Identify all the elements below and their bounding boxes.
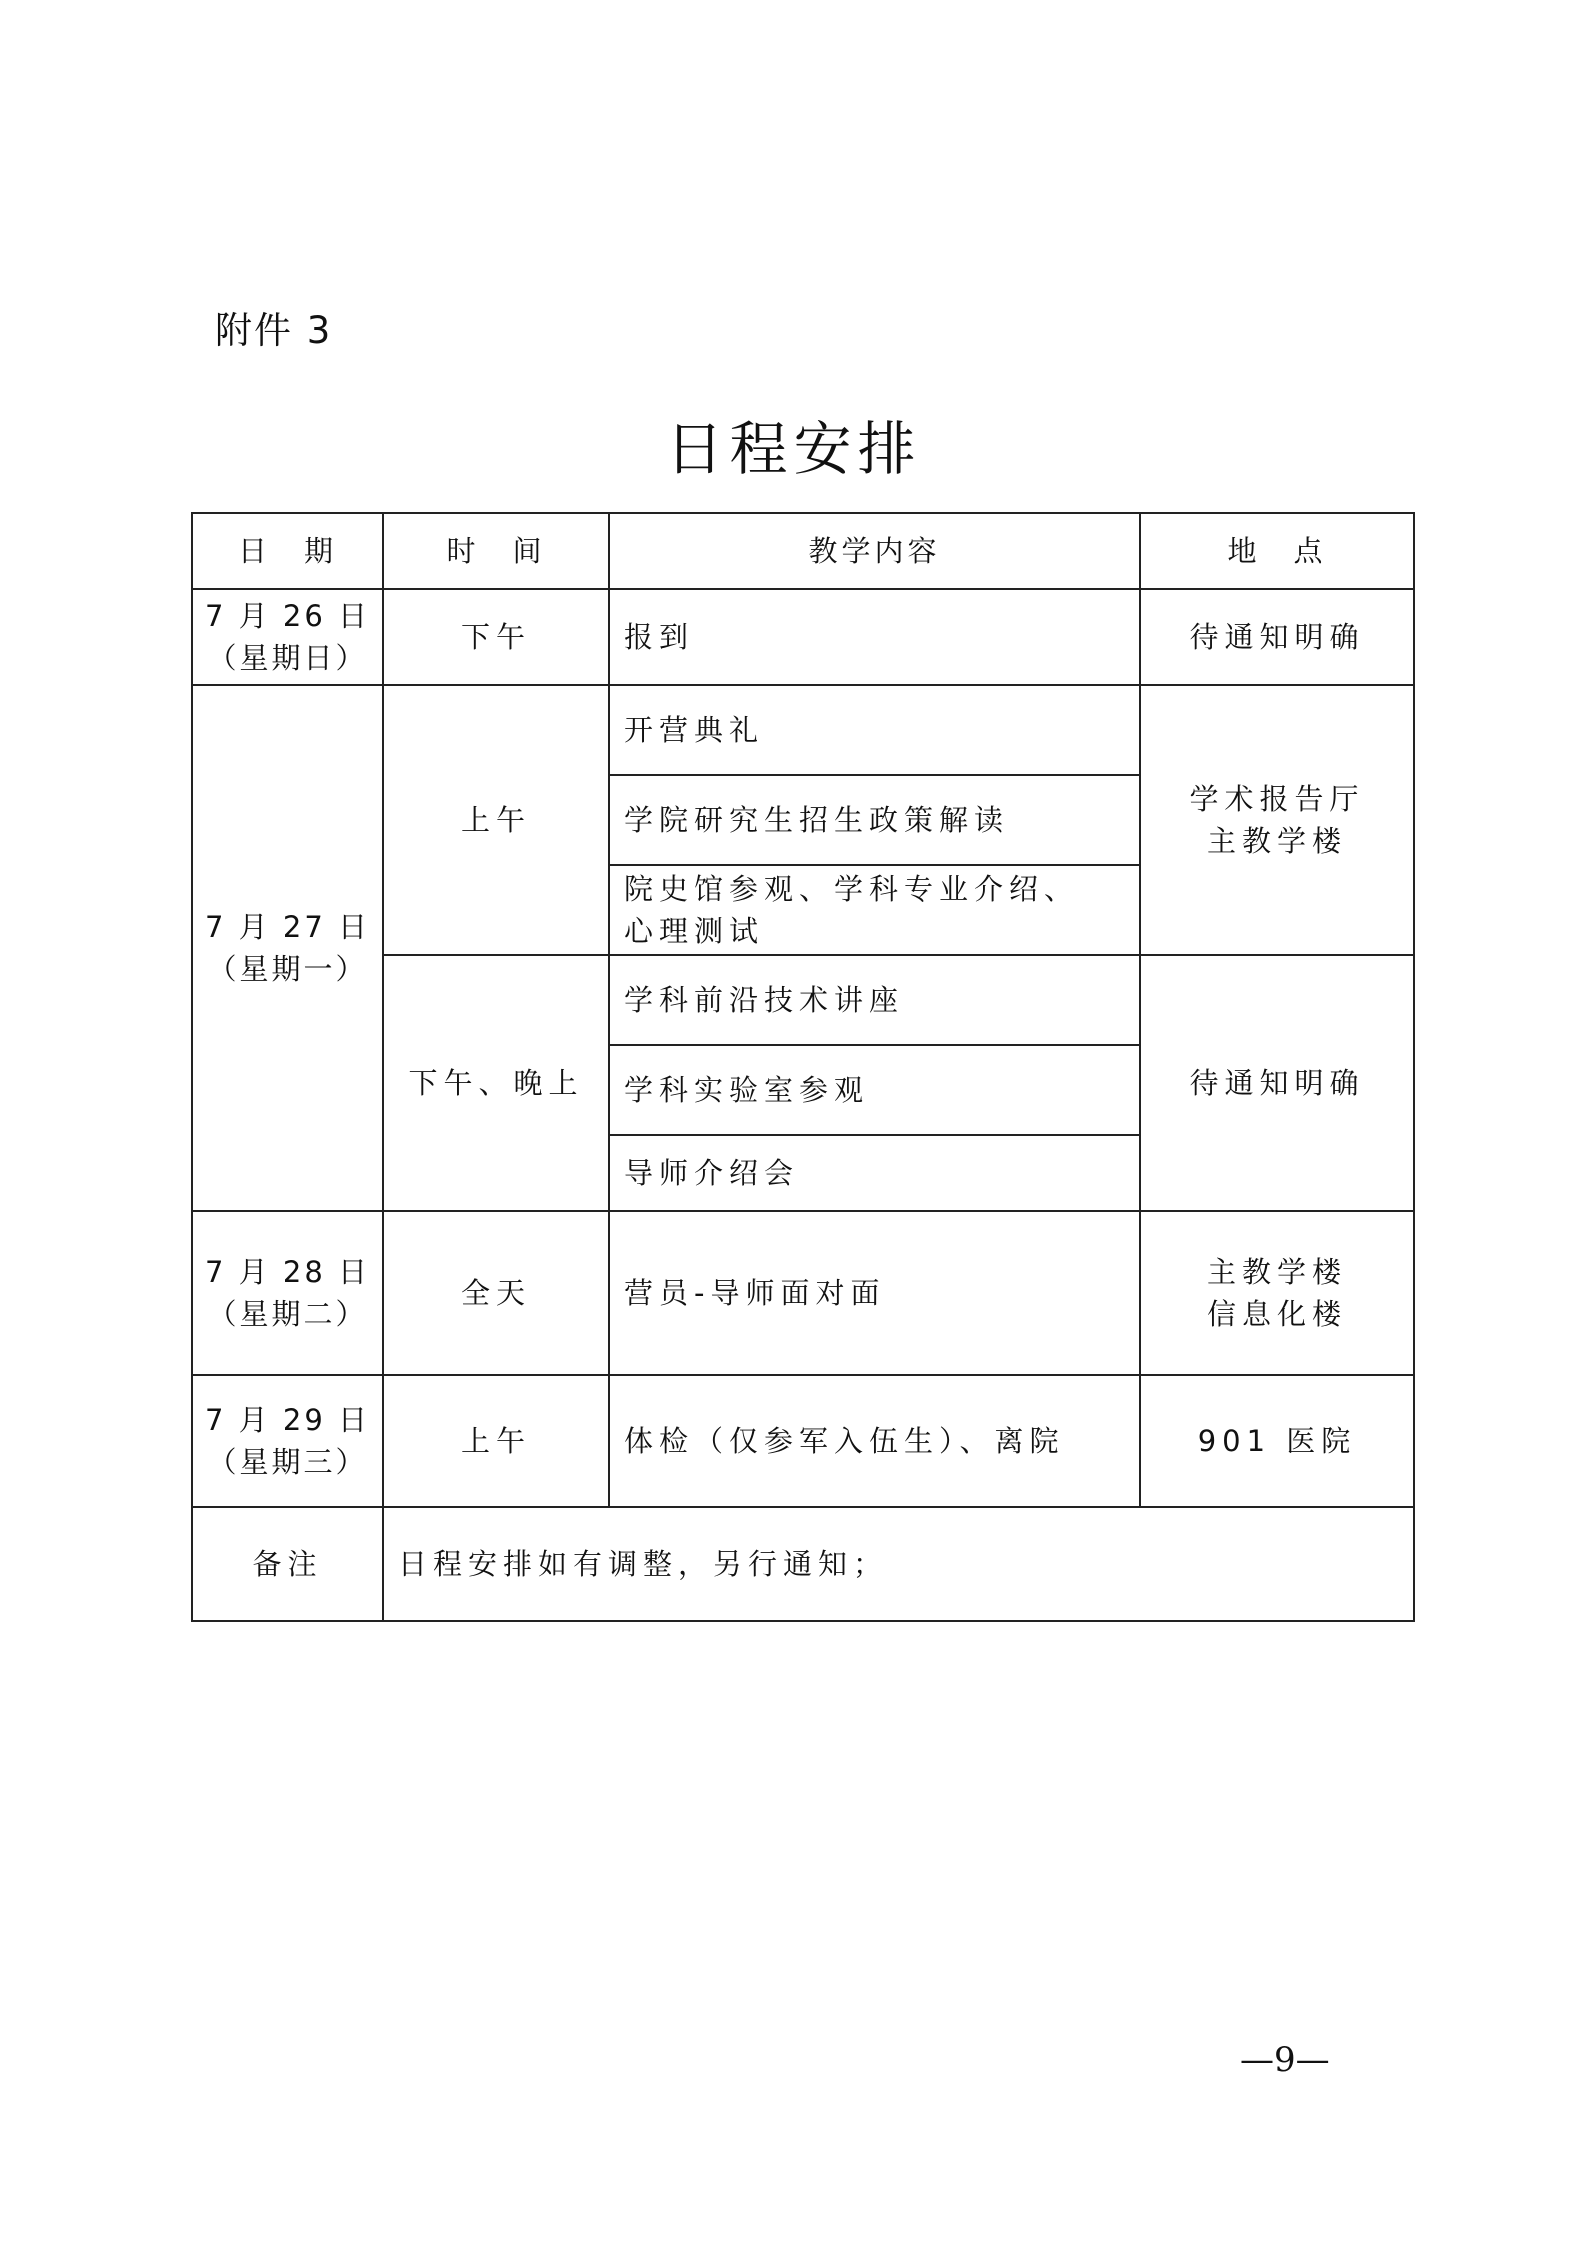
time-cell: 下午、晚上 [383,955,609,1211]
location-cell: 待通知明确 [1140,589,1414,685]
content-line: 心理测试 [624,914,765,948]
time-cell: 上午 [383,1375,609,1507]
date-text: 7 月 26 日 [204,599,370,633]
weekday-text: （星期二） [207,1297,368,1331]
weekday-text: （星期三） [207,1445,368,1479]
time-cell: 全天 [383,1211,609,1375]
content-cell: 体检（仅参军入伍生）、离院 [609,1375,1140,1507]
attachment-label: 附件 3 [215,309,333,352]
time-cell: 下午 [383,589,609,685]
date-cell [192,685,383,1211]
date-cell [192,589,383,685]
table-row [192,685,1414,775]
page-number: —9— [1240,2040,1330,2080]
date-cell [192,1375,383,1507]
content-cell: 营员-导师面对面 [609,1211,1140,1375]
content-cell: 报到 [609,589,1140,685]
date-cell [192,1211,383,1375]
header-content: 教学内容 [609,513,1140,589]
content-cell: 学科实验室参观 [609,1045,1140,1135]
location-line: 学术报告厅 [1189,782,1365,816]
table-row [192,589,1414,685]
location-line: 信息化楼 [1206,1297,1347,1331]
document-title: 日程安排 [665,415,922,483]
weekday-text: （星期一） [207,952,368,986]
remarks-label: 备注 [192,1507,383,1621]
weekday-text: （星期日） [207,641,368,675]
table-row [192,1211,1414,1375]
content-cell: 开营典礼 [609,685,1140,775]
location-cell: 待通知明确 [1140,955,1414,1211]
content-cell: 学院研究生招生政策解读 [609,775,1140,865]
table-header-row [192,513,1414,589]
location-cell [1140,1211,1414,1375]
header-location: 地 点 [1140,513,1414,589]
table-row [192,1375,1414,1507]
date-text: 7 月 27 日 [204,910,370,944]
location-line: 主教学楼 [1206,1255,1347,1289]
header-date: 日 期 [192,513,383,589]
header-time: 时 间 [383,513,609,589]
content-line: 院史馆参观、学科专业介绍、 [624,872,1080,906]
date-text: 7 月 28 日 [204,1255,370,1289]
remarks-row [192,1507,1414,1621]
location-line: 主教学楼 [1206,824,1347,858]
location-cell: 901 医院 [1140,1375,1414,1507]
content-cell [609,865,1140,955]
content-cell: 导师介绍会 [609,1135,1140,1211]
time-cell: 上午 [383,685,609,955]
location-cell [1140,685,1414,955]
date-text: 7 月 29 日 [204,1403,370,1437]
schedule-table [191,512,1415,1622]
remarks-text: 日程安排如有调整，另行通知； [383,1507,1414,1621]
content-cell: 学科前沿技术讲座 [609,955,1140,1045]
